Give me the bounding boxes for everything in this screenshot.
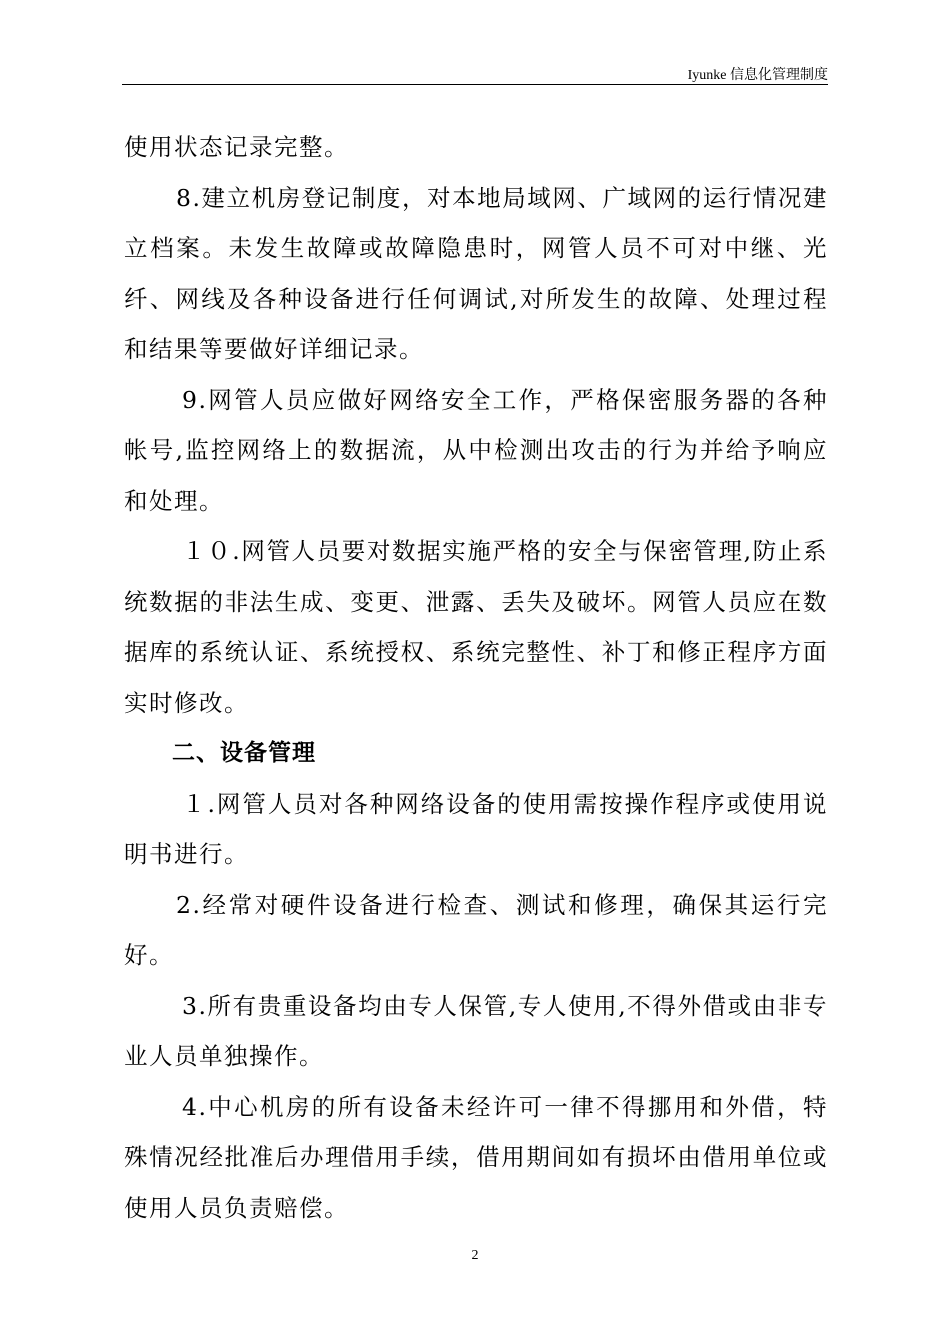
section-heading: 二、设备管理 — [172, 740, 316, 766]
equipment-item-4: 4.中心机房的所有设备未经许可一律不得挪用和外借，特殊情况经批准后办理借用手续，借用期间如有损坏由借用单位或使用人员负责赔偿。 — [124, 1092, 828, 1222]
paragraph-continuation: 使用状态记录完整。 — [124, 133, 349, 161]
paragraph-item-8: 8.建立机房登记制度，对本地局域网、广域网的运行情况建立档案。未发生故障或故障隐患时，网管人员不可对中继、光纤、网线及各种设备进行任何调试,对所发生的故障、处理过程和结果等要做好详细记录。 — [124, 183, 828, 363]
page-number: 2 — [471, 1248, 479, 1263]
equipment-item-2: 2.经常对硬件设备进行检查、测试和修理，确保其运行完好。 — [124, 890, 828, 969]
paragraph-item-10: １０.网管人员要对数据实施严格的安全与保密管理,防止系统数据的非法生成、变更、泄露、丢失及破坏。网管人员应在数据库的系统认证、系统授权、系统完整性、补丁和修正程序方面实时修改。 — [124, 537, 828, 717]
body-content — [124, 122, 828, 1233]
equipment-item-3: 3.所有贵重设备均由专人保管,专人使用,不得外借或由非专业人员单独操作。 — [124, 991, 828, 1070]
equipment-item-1: １.网管人员对各种网络设备的使用需按操作程序或使用说明书进行。 — [124, 789, 828, 868]
running-header: Iyunke 信息化管理制度 — [687, 68, 828, 83]
paragraph-item-9: 9.网管人员应做好网络安全工作，严格保密服务器的各种帐号,监控网络上的数据流，从中检测出攻击的行为并给予响应和处理。 — [124, 385, 828, 515]
header-divider — [122, 84, 828, 85]
